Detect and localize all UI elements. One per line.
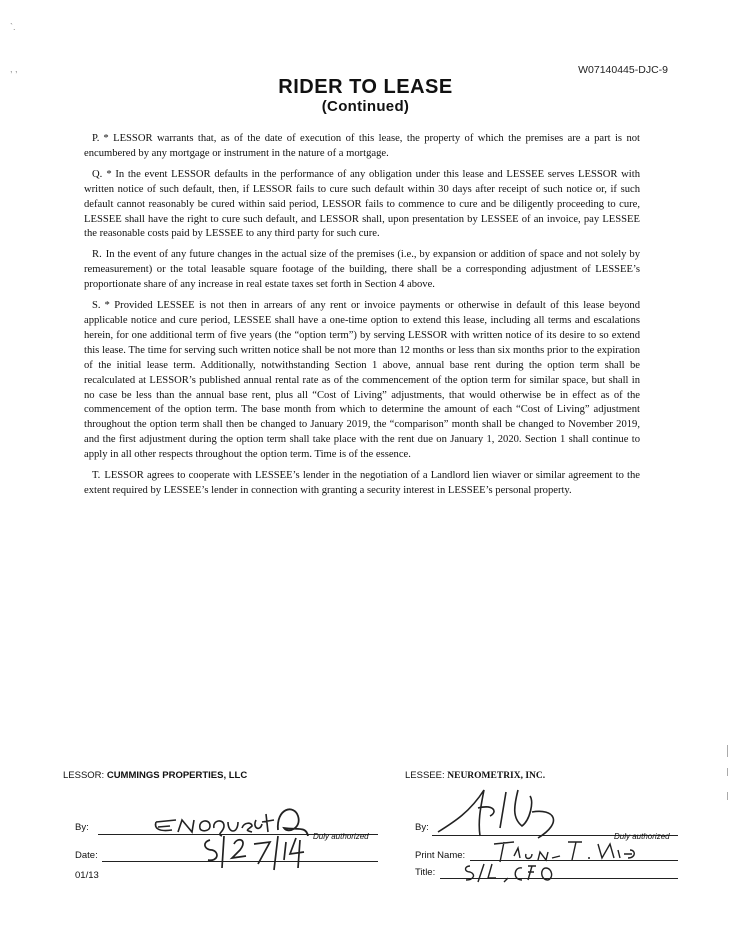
paragraph-letter: P. [92, 133, 100, 144]
paragraph-q [84, 168, 640, 243]
paragraph-r [84, 248, 640, 293]
lessee-handwritten-signature [434, 782, 594, 840]
paragraph-text: * LESSOR warrants that, as of the date of execution of this lease, the property of which the premises are a part is not encumbered by any mortgage or instrument in the nature of a mortgage. [84, 133, 640, 159]
page-title: RIDER TO LEASE [278, 76, 453, 98]
lessor-name: CUMMINGS PROPERTIES, LLC [106, 770, 248, 781]
lessee-title-label: Title: [415, 867, 436, 878]
scan-mark: , , [10, 64, 18, 74]
paragraph-text: In the event of any future changes in the actual size of the premises (i.e., by expansion or addition of space and not solely by remeasurement) or the total leasable square footage of the building, there shall be a corresponding adjustment of LESSEE’s proportionate share of any increase in real estate taxes set forth in Section 4 above. [84, 249, 640, 291]
lessee-handwritten-title [462, 860, 562, 884]
margin-mark [727, 768, 728, 776]
lessee-heading [405, 770, 545, 781]
lessor-by-label: By: [75, 822, 89, 833]
margin-mark [727, 745, 728, 757]
paragraph-text: * Provided LESSEE is not then in arrears of any rent or invoice payments or otherwise in default of this lease beyond applicable notice and cure period, LESSEE shall have a one-time option to extend this lease, including all terms and escalations herein, for one additional term of five years (the “option term”) by serving LESSOR with written notice of its desire to so extend this lease. The time for serving such written notice shall be not more than 12 months or less than six months prior to the expiration of the initial lease term. Additionally, notwithstanding Section 1 above, annual base rent during the option term shall be recalculated at LESSOR’s published annual rental rate as of the commencement of the option term for similar space, but shall in no case be less than the annual base rent, plus all “Cost of Living” adjustments, that would otherwise be in effect as of the commencement of the option term. The base month from which to determine the amount of each “Cost of Living” adjustment throughout the option term shall then be changed to January 2019, the “comparison” month shall be changed to November 2019, and the first adjustment during the option term shall take place with the rent due on January 1, 2020. Section 1 shall continue to apply in all other respects throughout the option term. Time is of the essence. [84, 300, 640, 461]
document-id: W07140445-DJC-9 [578, 64, 668, 76]
paragraph-t [84, 469, 640, 499]
lessee-name: NEUROMETRIX, INC. [447, 771, 546, 781]
paragraph-p [84, 132, 640, 162]
lessor-duly-authorized: Duly authorized [313, 832, 369, 841]
paragraph-s [84, 299, 640, 463]
paragraph-text: LESSOR agrees to cooperate with LESSEE’s lender in the negotiation of a Landlord lien wiaver or similar agreement to the extent required by LESSEE’s lender in connection with granting a security interest in LESSEE’s personal property. [84, 470, 640, 496]
lessee-duly-authorized: Duly authorized [614, 832, 670, 841]
form-code: 01/13 [75, 870, 99, 881]
lessee-print-name-label: Print Name: [415, 850, 466, 861]
lessor-date-label: Date: [75, 850, 98, 861]
margin-mark [727, 792, 728, 800]
lessee-by-label: By: [415, 822, 429, 833]
paragraph-letter: S. [92, 300, 101, 312]
lessor-label: LESSOR: [63, 770, 105, 781]
lessor-handwritten-date [200, 830, 310, 874]
paragraph-letter: R. [92, 249, 102, 261]
page-subtitle: (Continued) [321, 98, 410, 115]
lessee-label: LESSEE: [405, 770, 445, 781]
rider-body [84, 132, 640, 505]
scan-mark: `. [10, 22, 16, 32]
lessor-heading [63, 770, 247, 781]
paragraph-text: * In the event LESSOR defaults in the performance of any obligation under this lease and LESSEE serves LESSOR with written notice of such default, then, if LESSOR fails to cure such default within 30 days after receipt of such notice or, if such default cannot reasonably be cured within said period, LESSOR fails to commence to cure and be diligently proceeding to cure, LESSEE shall have the right to cure such default, and LESSOR shall, upon presentation by LESSEE of an invoice, pay LESSEE the reasonable costs paid by LESSEE to any third party for such cure. [84, 168, 640, 240]
paragraph-letter: T. [92, 470, 101, 482]
paragraph-letter: Q. [92, 168, 103, 180]
